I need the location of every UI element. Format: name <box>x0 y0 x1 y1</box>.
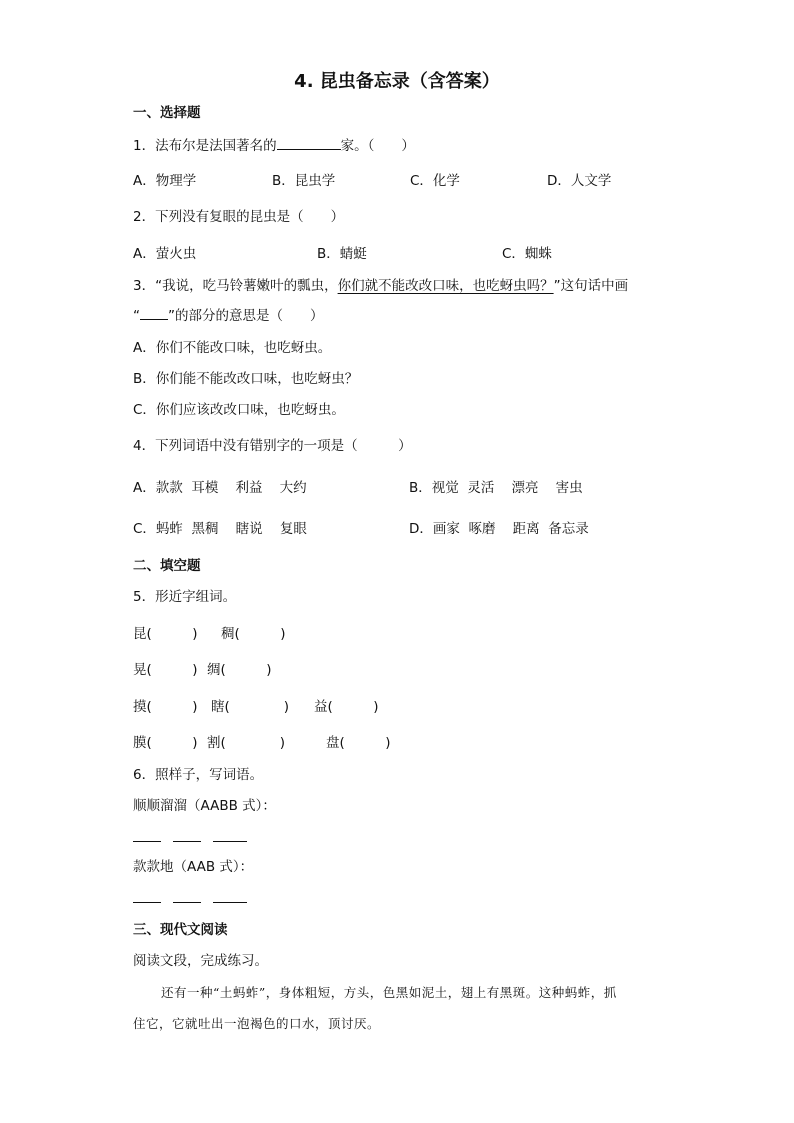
question-1-options <box>133 172 633 190</box>
char-group-item[interactable]: 摸( ) <box>133 699 198 715</box>
question-4-stem: 4．下列词语中没有错别字的一项是（ ） <box>133 438 412 454</box>
char-group-item[interactable]: 绸( ) <box>207 662 272 678</box>
section-heading-fill: 二、填空题 <box>133 558 201 574</box>
question-3-line2-pre: “ <box>133 308 140 324</box>
question-2-options <box>133 245 633 263</box>
char-group-item[interactable]: 瞎( ) <box>211 699 290 715</box>
question-4-options-row1 <box>133 479 633 497</box>
reading-passage-line-1: 还有一种“土蚂蚱”，身体粗短，方头，色黑如泥土，翅上有黑斑。这种蚂蚱，抓 <box>161 985 617 1000</box>
answer-line[interactable] <box>173 840 201 842</box>
question-3-underlined-sentence: 你们就不能改改口味，也吃蚜虫吗？ <box>337 278 554 294</box>
question-5-row-2 <box>133 661 533 679</box>
question-4-option-d[interactable]: D．画家 啄磨 距离 备忘录 <box>409 521 589 537</box>
question-6-stem: 6．照样子，写词语。 <box>133 767 264 783</box>
question-1-option-d[interactable]: D．人文学 <box>547 173 612 189</box>
question-3-stem-line2 <box>133 307 324 325</box>
section-heading-choice: 一、选择题 <box>133 105 201 121</box>
question-3-line1-pre: 3．“我说，吃马铃薯嫩叶的瓢虫， <box>133 278 338 294</box>
question-5-row-3 <box>133 698 533 716</box>
char-group-item[interactable]: 晃( ) <box>133 662 198 678</box>
question-1-blank[interactable] <box>277 135 341 150</box>
question-3-option-a[interactable]: A．你们不能改口味，也吃蚜虫。 <box>133 340 332 356</box>
question-6-answer-lines-2 <box>133 901 259 903</box>
question-1-stem-post: 家。（ ） <box>340 138 415 154</box>
char-group-item[interactable]: 益( ) <box>314 699 379 715</box>
question-4-option-c[interactable]: C．蚂蚱 黑稠 瞎说 复眼 <box>133 521 307 537</box>
char-group-item[interactable]: 稠( ) <box>221 626 286 642</box>
question-3-option-c[interactable]: C．你们应该改改口味，也吃蚜虫。 <box>133 402 345 418</box>
question-1-option-b[interactable]: B．昆虫学 <box>272 173 336 189</box>
question-5-row-1 <box>133 625 533 643</box>
question-1-option-c[interactable]: C．化学 <box>410 173 460 189</box>
question-3-stem-line1 <box>133 277 628 295</box>
answer-line[interactable] <box>213 840 247 842</box>
reading-instruction: 阅读文段，完成练习。 <box>133 953 268 969</box>
answer-line[interactable] <box>133 840 161 842</box>
question-3-line2-post: ”的部分的意思是（ ） <box>168 308 324 324</box>
question-5-row-4 <box>133 734 533 752</box>
answer-line[interactable] <box>213 901 247 903</box>
question-3-underline-mark <box>140 307 168 320</box>
question-1-stem-pre: 1．法布尔是法国著名的 <box>133 138 277 154</box>
char-group-item[interactable]: 割( ) <box>207 735 286 751</box>
answer-line[interactable] <box>173 901 201 903</box>
section-heading-reading: 三、现代文阅读 <box>133 922 228 938</box>
question-6-example-2: 款款地（AAB 式）： <box>133 859 254 875</box>
question-2-option-b[interactable]: B．蜻蜓 <box>317 246 367 262</box>
page-title: 4. 昆虫备忘录（含答案） <box>294 71 500 92</box>
question-4-option-b[interactable]: B．视觉 灵活 漂亮 害虫 <box>409 480 583 496</box>
question-6-answer-lines-1 <box>133 840 259 842</box>
question-1-option-a[interactable]: A．物理学 <box>133 173 197 189</box>
question-4-option-a[interactable]: A．款款 耳模 利益 大约 <box>133 480 307 496</box>
reading-passage-line-2: 住它，它就吐出一泡褐色的口水，顶讨厌。 <box>133 1016 381 1031</box>
char-group-item[interactable]: 盘( ) <box>326 735 391 751</box>
question-1-stem <box>133 135 415 155</box>
question-2-option-a[interactable]: A．萤火虫 <box>133 246 197 262</box>
question-2-option-c[interactable]: C．蜘蛛 <box>502 246 552 262</box>
question-6-example-1: 顺顺溜溜（AABB 式）： <box>133 798 276 814</box>
answer-line[interactable] <box>133 901 161 903</box>
question-3-line1-post: ”这句话中画 <box>553 278 629 294</box>
question-3-option-b[interactable]: B．你们能不能改改口味，也吃蚜虫？ <box>133 371 359 387</box>
question-2-stem: 2．下列没有复眼的昆虫是（ ） <box>133 209 345 225</box>
char-group-item[interactable]: 昆( ) <box>133 626 198 642</box>
char-group-item[interactable]: 膜( ) <box>133 735 198 751</box>
question-5-stem: 5．形近字组词。 <box>133 589 237 605</box>
question-4-options-row2 <box>133 520 633 538</box>
